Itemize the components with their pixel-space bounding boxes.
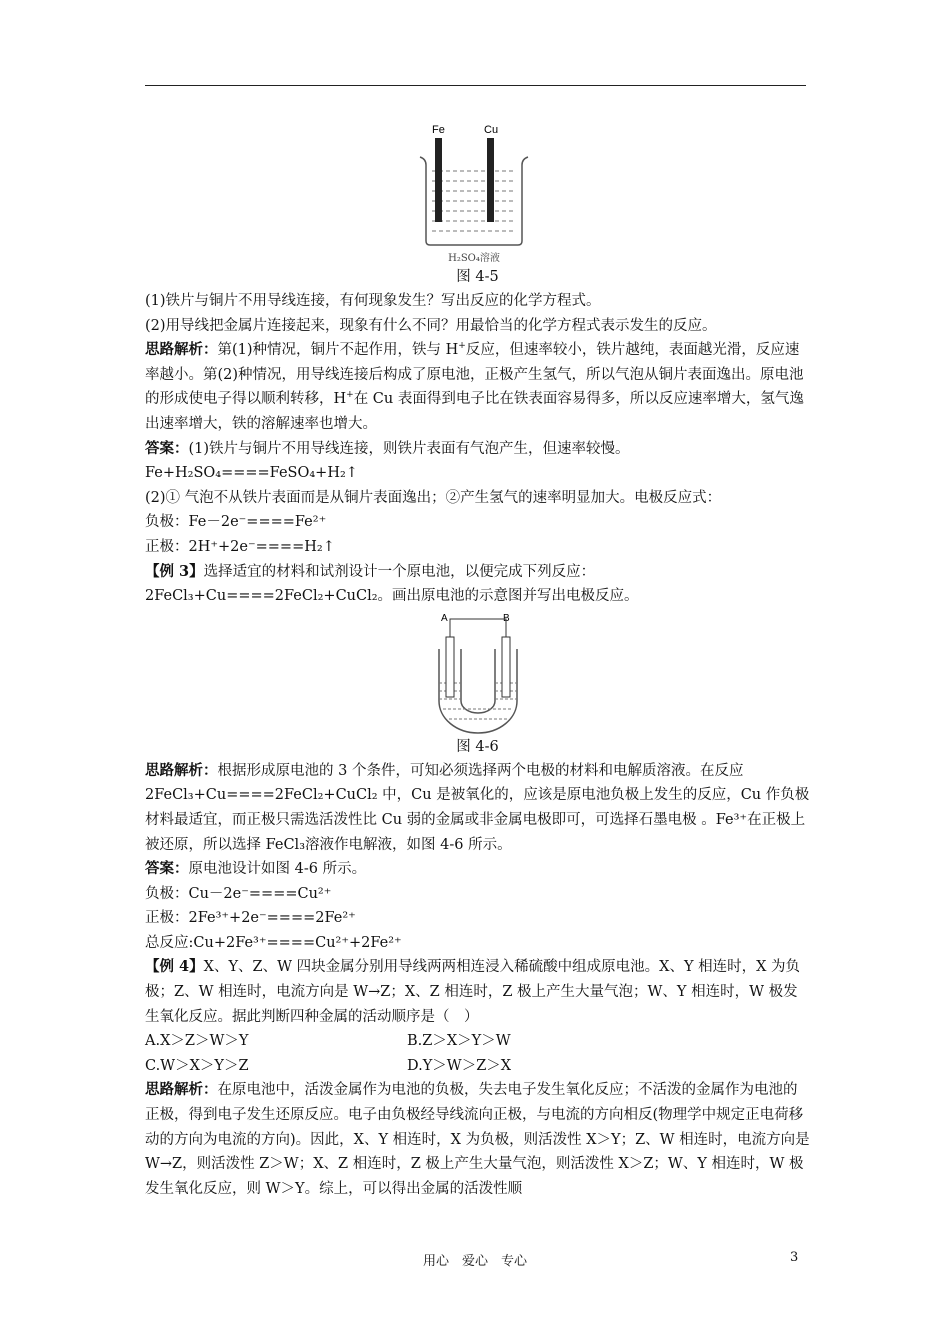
answer-paragraph-3: 答案：原电池设计如图 4-6 所示。 [145,860,367,878]
option-a: A.X＞Z＞W＞Y [145,1033,249,1050]
answer-part-2: (2)① 气泡不从铁片表面而是从铜片表面逸出；②产生氢气的速率明显加大。电极反应式： [145,489,722,506]
beaker-diagram [418,95,538,265]
electrode-b [502,637,510,697]
figure-caption: 图 4-6 [456,738,499,755]
u-tube-inner [461,649,495,713]
example-4: 【例 4】X、Y、Z、W 四块金属分别用导线两两相连浸入稀硫酸中组成原电池。X、Y 相连时，X 为负极；Z、W 相连时，电流方向是 W→Z；X、Z 相连时，Z 极上产生大量气泡；W、Y 相连时，W 极发生氧化反应。据此判断四种金属的活动顺序是（ ） [145,958,801,1025]
options-row-1 [145,1029,810,1054]
total-reaction: 总反应:Cu+2Fe³⁺====Cu²⁺+2Fe²⁺ [145,934,402,951]
analysis-paragraph-4: 思路解析：在原电池中，活泼金属作为电池的负极，失去电子发生氧化反应；不活泼的金属作为电池的正极，得到电子发生还原反应。电子由负极经导线流向正极，与电流的方向相反(物理学中规定正电荷移动的方向为电流的方向)。因此，X、Y 相连时，X 为负极，则活泼性 X＞Y；Z、W 相连时，电流方向是 W→Z，则活泼性 Z＞W；X、Z 相连时，Z 极上产生大量气泡，则活泼性 X＞Z；W、Y 相连时，W 极发生氧化反应，则 W＞Y。综上，可以得出金属的活泼性顺 [145,1081,810,1197]
question-2: (2)用导线把金属片连接起来，现象有什么不同？用最恰当的化学方程式表示发生的反应。 [145,317,717,334]
negative-electrode: 负极：Fe－2e⁻====Fe²⁺ [145,514,327,531]
options-row-2 [145,1054,810,1079]
fe-electrode [435,138,442,222]
footer-text: 用心 爱心 专心 [422,1254,527,1269]
b-label: B [502,612,510,624]
option-d: D.Y＞W＞Z＞X [407,1057,512,1074]
option-b: B.Z＞X＞Y＞W [407,1033,511,1050]
option-c: C.W＞X＞Y＞Z [145,1057,249,1074]
equation: Fe+H₂SO₄====FeSO₄+H₂↑ [145,465,358,482]
fe-label: Fe [431,124,445,136]
cu-label: Cu [483,124,498,136]
negative-electrode-3: 负极：Cu－2e⁻====Cu²⁺ [145,885,332,902]
page-number: 3 [790,1250,799,1265]
electrode-a [446,637,454,697]
figure-4-6 [145,609,810,735]
figure-caption: 图 4-5 [456,269,499,285]
analysis-paragraph: 思路解析：第(1)种情况，铜片不起作用，铁与 H+反应，但速率较小，铁片越纯，表面越光滑，反应速率越小。第(2)种情况，用导线连接后构成了原电池，正极产生氢气，所以气泡从铜片表面逸出。原电池的形成使电子得以顺利转移，H+在 Cu 表面得到电子比在铁表面容易得多，所以反应速率增大，氢气逸出速率增大，铁的溶解速率也增大。 [145,341,804,432]
analysis-paragraph-3: 思路解析：根据形成原电池的 3 个条件，可知必须选择两个电极的材料和电解质溶液。在反应 2FeCl₃+Cu====2FeCl₂+CuCl₂ 中，Cu 是被氧化的，应该是原电池负极上发生的反应，Cu 作负极材料最适宜，而正极只需选活泼性比 Cu 弱的金属或非金属电极即可，可选择石墨电极 。Fe³⁺在正极上被还原，所以选择 FeCl₃溶液作电解液，如图 4-6 所示。 [145,761,810,853]
positive-electrode-3: 正极：2Fe³⁺+2e⁻====2Fe²⁺ [145,910,356,927]
answer-paragraph: 答案：(1)铁片与铜片不用导线连接，则铁片表面有气泡产生，但速率较慢。 [145,439,630,457]
page-content [145,95,810,1201]
header-rule [145,85,806,86]
cu-electrode [487,138,494,222]
solution-label: H₂SO₄溶液 [447,253,500,264]
u-tube-diagram [433,609,523,735]
positive-electrode: 正极：2H⁺+2e⁻====H₂↑ [145,538,335,555]
question-1: (1)铁片与铜片不用导线连接，有何现象发生？写出反应的化学方程式。 [145,293,601,309]
example-3: 【例 3】选择适宜的材料和试剂设计一个原电池，以便完成下列反应：2FeCl₃+Cu====2FeCl₂+CuCl₂。画出原电池的示意图并写出电极反应。 [145,562,639,605]
a-label: A [440,612,448,624]
wire [450,619,506,639]
figure-4-5 [145,95,810,265]
